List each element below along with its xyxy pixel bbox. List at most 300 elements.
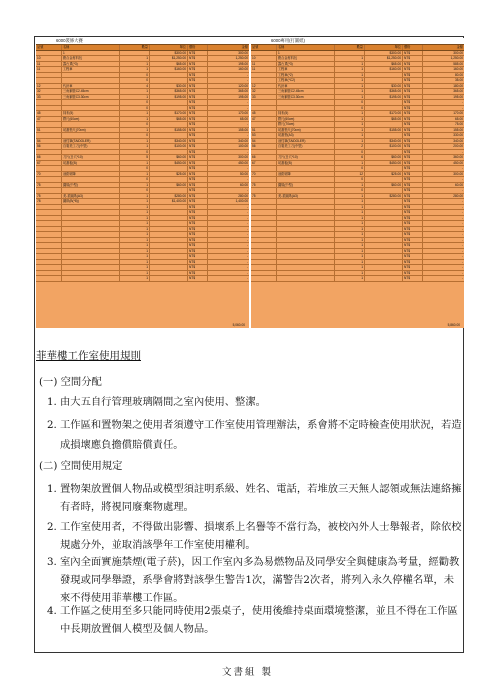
- table-cell: [277, 188, 335, 193]
- table-cell: NT$: [188, 122, 208, 127]
- table-cell: NT$: [403, 73, 423, 78]
- table-cell: $340.00: [150, 139, 188, 144]
- rule-text: 工作室使用者，不得做出影響、損壞系上名譽等不當行為，被校內外人士舉報者，除依校規處分外，並取消該學年工作室使用權利。: [60, 521, 462, 551]
- table-cell: 三角銅管C3.30cm: [62, 95, 120, 100]
- table-cell: 56: [36, 144, 62, 149]
- table-cell: $60.00: [150, 155, 188, 160]
- table-cell: -: [246, 78, 248, 82]
- table-cell: 0: [120, 78, 150, 83]
- table-cell: 0: [335, 166, 365, 171]
- table-cell: 47: [36, 117, 62, 122]
- rule-text: 工作區之使用至多只能同時使用2張桌子，使用後維持桌面環境整潔，並且不得在工作區中長期放置個人模型及個人物品。: [60, 605, 458, 635]
- table-cell: NT$: [403, 249, 423, 254]
- table-cell: 1: [120, 95, 150, 100]
- table-cell: [150, 227, 188, 232]
- table-cell: 膠尺(60cm): [62, 117, 120, 122]
- table-cell: NT$: [188, 265, 208, 270]
- table-cell: [251, 249, 277, 254]
- table-cell: [62, 216, 120, 221]
- table-cell: [251, 210, 277, 215]
- table-cell: [36, 254, 62, 259]
- table-cell: 67: [36, 161, 62, 166]
- table-cell: [251, 166, 277, 171]
- table-cell: [36, 238, 62, 243]
- table-cell: NT$: [403, 221, 423, 226]
- table-cell: [365, 249, 403, 254]
- table-cell: 1: [120, 128, 150, 133]
- table-cell: [150, 133, 188, 138]
- table-cell: 4: [120, 84, 150, 89]
- table-cell: 155.00: [238, 127, 248, 132]
- table-cell: $60.00: [365, 155, 403, 160]
- table-cell: [36, 243, 62, 248]
- table-cell: NT$: [403, 232, 423, 237]
- table-cell: -: [246, 259, 248, 264]
- table-cell: 油鉛刷筆: [62, 172, 120, 177]
- table-cell: NT$: [403, 166, 423, 171]
- header-cell: 金額: [241, 45, 248, 49]
- table-cell: 1: [120, 172, 150, 177]
- table-cell: 圓規(中型): [277, 183, 335, 188]
- footer-credit: 文書組 製: [221, 667, 274, 678]
- table-cell: 11: [36, 62, 62, 67]
- table-cell: $1,400.00: [150, 199, 188, 204]
- rule-text: 置物架放置個人物品或模型須註明系級、姓名、電話，若堆放三天無人認領或無法連絡擁有者時，將視同廢棄物處理。: [60, 483, 462, 513]
- table-cell: [277, 227, 335, 232]
- table-cell: [251, 205, 277, 210]
- table-cell: 33: [251, 95, 277, 100]
- table-cell: [36, 265, 62, 270]
- table-cell: 1: [120, 62, 150, 67]
- table-cell: -: [461, 248, 463, 253]
- table-cell: [150, 221, 188, 226]
- table-cell: 60.00: [240, 182, 248, 187]
- table-cell: 圖紙(B(*8)): [62, 199, 120, 204]
- table-cell: -: [461, 237, 463, 242]
- table-cell: NT$: [188, 243, 208, 248]
- table-cell: [251, 216, 277, 221]
- table-cell: [277, 166, 335, 171]
- table-cell: [277, 177, 335, 182]
- table-cell: -: [461, 226, 463, 231]
- table-cell: [36, 106, 62, 111]
- table-cell: 自黏美工刀(中型): [277, 144, 335, 149]
- table-cell: 300.00: [453, 50, 463, 55]
- table-cell: [365, 265, 403, 270]
- table-cell: NT$: [403, 128, 423, 133]
- table-cell: 1: [335, 128, 365, 133]
- table-cell: 300.00: [238, 155, 248, 159]
- table-cell: 1: [120, 56, 150, 61]
- table-cell: 1: [120, 210, 150, 215]
- table-cell: [365, 78, 403, 83]
- table-cell: 0: [335, 150, 365, 155]
- table-cell: 1: [335, 117, 365, 122]
- table-cell: NT$: [188, 133, 208, 138]
- table-cell: 1: [335, 238, 365, 243]
- table-cell: 6: [335, 155, 365, 160]
- table-cell: $160.00: [365, 67, 403, 72]
- table-cell: NT$: [403, 139, 423, 144]
- table-cell: 1: [335, 84, 365, 89]
- table-cell: NT$: [403, 89, 423, 94]
- table-cell: [277, 276, 335, 281]
- sheet-total: 5,060.00: [36, 322, 249, 328]
- table-cell: NT$: [403, 260, 423, 265]
- table-cell: 工程車(*C2): [277, 78, 335, 83]
- table-cell: [62, 78, 120, 83]
- header-cell: 數量: [120, 45, 150, 50]
- table-cell: -: [461, 105, 463, 110]
- table-cell: [62, 166, 120, 171]
- table-cell: 1: [62, 51, 120, 56]
- table-cell: 195.00: [453, 94, 463, 99]
- table-cell: [62, 188, 120, 193]
- table-cell: NT$: [188, 51, 208, 56]
- table-cell: 66: [36, 155, 62, 160]
- table-cell: 5: [120, 155, 150, 160]
- table-cell: [365, 254, 403, 259]
- table-cell: 1: [335, 62, 365, 67]
- table-cell: [365, 150, 403, 155]
- table-cell: NT$: [188, 188, 208, 193]
- table-cell: 340.00: [238, 138, 248, 143]
- table-cell: 47: [251, 117, 277, 122]
- table-cell: 工程車: [62, 67, 120, 72]
- table-cell: NT$: [403, 78, 423, 83]
- table-cell: 56: [251, 144, 277, 149]
- table-cell: NT$: [403, 150, 423, 155]
- table-cell: $65.00: [150, 62, 188, 67]
- table-cell: [365, 276, 403, 281]
- table-cell: [365, 221, 403, 226]
- table-cell: [62, 227, 120, 232]
- table-cell: [150, 177, 188, 182]
- table-cell: 330.00: [453, 133, 463, 137]
- table-cell: 鋁合金材料包: [277, 56, 335, 61]
- table-cell: NT$: [403, 161, 423, 166]
- table-cell: 油鉛刷筆: [277, 172, 335, 177]
- table-cell: 1: [335, 199, 365, 204]
- table-cell: [251, 254, 277, 259]
- table-cell: 1: [335, 194, 365, 199]
- table-cell: [150, 122, 188, 127]
- table-cell: [150, 276, 188, 281]
- header-cell: 單位: [150, 45, 188, 50]
- table-cell: 65.00: [455, 116, 463, 121]
- table-cell: 0: [120, 133, 150, 138]
- table-cell: 80.00: [455, 72, 463, 77]
- table-cell: [365, 238, 403, 243]
- header-cell: 數量: [335, 45, 365, 50]
- table-cell: 1: [335, 210, 365, 215]
- table-cell: [365, 227, 403, 232]
- table-cell: 切割板(B): [62, 161, 120, 166]
- table-cell: [277, 150, 335, 155]
- table-cell: NT$: [403, 205, 423, 210]
- table-cell: NT$: [188, 183, 208, 188]
- table-cell: [365, 122, 403, 127]
- table-cell: [277, 271, 335, 276]
- table-cell: 代針車: [277, 84, 335, 89]
- table-cell: NT$: [403, 155, 423, 160]
- table-cell: 51: [251, 128, 277, 133]
- table-cell: -: [246, 243, 248, 247]
- table-cell: 280.00: [453, 193, 463, 198]
- table-cell: NT$: [188, 95, 208, 100]
- table-cell: NT$: [188, 84, 208, 89]
- table-cell: 1: [120, 117, 150, 122]
- table-cell: 365.00: [453, 89, 463, 93]
- table-cell: 1: [120, 249, 150, 254]
- table-cell: -: [246, 133, 248, 137]
- table-cell: 抹布(5): [277, 111, 335, 116]
- table-cell: 1: [335, 161, 365, 166]
- table-cell: [62, 276, 120, 281]
- table-cell: $100.00: [365, 144, 403, 149]
- table-cell: -: [246, 122, 248, 126]
- table-cell: 鋁合金材料包: [62, 56, 120, 61]
- table-cell: $30.00: [365, 84, 403, 89]
- table-cell: 450.00: [453, 160, 463, 165]
- table-cell: [36, 166, 62, 171]
- table-cell: [62, 238, 120, 243]
- table-cell: $100.00: [150, 144, 188, 149]
- table-cell: [62, 205, 120, 210]
- table-cell: [365, 166, 403, 171]
- table-cell: -: [461, 100, 463, 104]
- table-cell: NT$: [188, 144, 208, 149]
- table-cell: 1,250.00: [450, 56, 463, 60]
- table-cell: 155.00: [453, 127, 463, 132]
- section-heading: (一) 空間分配: [39, 376, 102, 388]
- table-cell: 刀片(日穴*10): [62, 155, 120, 160]
- table-cell: [36, 122, 62, 127]
- table-cell: 1: [335, 276, 365, 281]
- table-cell: 0: [335, 188, 365, 193]
- table-cell: 12: [251, 84, 277, 89]
- table-cell: [365, 199, 403, 204]
- table-cell: 70: [251, 172, 277, 177]
- table-cell: NT$: [188, 254, 208, 259]
- table-cell: [251, 199, 277, 204]
- table-cell: -: [246, 105, 248, 110]
- table-cell: [251, 271, 277, 276]
- table-cell: -: [246, 226, 248, 231]
- table-cell: $155.00: [150, 128, 188, 133]
- table-cell: $155.00: [365, 128, 403, 133]
- table-cell: NT$: [188, 100, 208, 105]
- table-cell: 1: [335, 111, 365, 116]
- table-cell: -: [246, 276, 248, 280]
- table-cell: -: [461, 270, 463, 275]
- table-cell: $25.00: [150, 172, 188, 177]
- table-cell: 54: [36, 139, 62, 144]
- table-cell: 0: [120, 106, 150, 111]
- table-cell: 11: [251, 62, 277, 67]
- table-cell: 三角銅管C2.45cm: [62, 89, 120, 94]
- table-cell: 65.00: [240, 116, 248, 121]
- table-cell: 78: [36, 199, 62, 204]
- table-cell: [36, 150, 62, 155]
- table-cell: [277, 238, 335, 243]
- table-cell: 35.00: [455, 78, 463, 82]
- table-cell: -: [461, 232, 463, 236]
- table-cell: 75.00: [455, 122, 463, 126]
- table-cell: $170.00: [365, 111, 403, 116]
- table-cell: 1: [120, 194, 150, 199]
- table-cell: 1: [120, 265, 150, 270]
- table-cell: [36, 271, 62, 276]
- table-cell: [36, 133, 62, 138]
- table-cell: 三角銅管C2.45cm: [277, 89, 335, 94]
- rule-number: 2.: [47, 521, 57, 533]
- table-cell: [36, 205, 62, 210]
- table-cell: NT$: [188, 166, 208, 171]
- table-cell: [365, 188, 403, 193]
- table-cell: NT$: [403, 62, 423, 67]
- table-cell: NT$: [403, 56, 423, 61]
- table-cell: 切割墊尺(70cm): [277, 128, 335, 133]
- table-cell: 300.00: [238, 50, 248, 55]
- table-cell: NT$: [188, 117, 208, 122]
- table-cell: -: [246, 265, 248, 269]
- table-cell: 刀片(日穴*10): [277, 155, 335, 160]
- table-cell: [62, 177, 120, 182]
- table-cell: [150, 205, 188, 210]
- rules-title: 菲華樓工作室使用規則: [36, 350, 141, 362]
- table-cell: 32: [36, 89, 62, 94]
- table-cell: NT$: [188, 260, 208, 265]
- table-cell: -: [246, 166, 248, 170]
- table-cell: $65.00: [365, 117, 403, 122]
- table-cell: -: [461, 188, 463, 192]
- table-cell: [62, 73, 120, 78]
- table-cell: 60.00: [455, 182, 463, 187]
- table-cell: 0: [120, 100, 150, 105]
- rule-number: 1.: [47, 396, 57, 408]
- table-cell: [251, 73, 277, 78]
- table-cell: $65.00: [150, 117, 188, 122]
- table-cell: NT$: [188, 111, 208, 116]
- table-cell: 切割板(B): [277, 161, 335, 166]
- sheet-empty-area: [251, 282, 464, 322]
- table-cell: NT$: [188, 73, 208, 78]
- table-cell: 1: [120, 111, 150, 116]
- table-cell: NT$: [403, 210, 423, 215]
- table-cell: NT$: [188, 216, 208, 221]
- table-cell: -: [246, 204, 248, 209]
- table-cell: 1: [120, 67, 150, 72]
- table-cell: [150, 216, 188, 221]
- table-cell: 585.00: [453, 61, 463, 66]
- table-cell: NT$: [403, 271, 423, 276]
- table-cell: [62, 133, 120, 138]
- rule-text: 由大五自行管理玻璃隔間之室內使用、整潔。: [60, 396, 266, 408]
- table-cell: 工程車(*2): [277, 73, 335, 78]
- table-cell: NT$: [188, 276, 208, 281]
- sheet-title: 6000專用(打圓紙): [251, 38, 464, 44]
- rule-number: 3.: [47, 556, 57, 568]
- table-cell: [277, 199, 335, 204]
- table-cell: -: [246, 221, 248, 225]
- table-cell: 12: [335, 172, 365, 177]
- table-cell: NT$: [403, 227, 423, 232]
- table-cell: 1,400.00: [235, 199, 248, 203]
- table-cell: NT$: [403, 172, 423, 177]
- table-cell: 1: [120, 161, 150, 166]
- table-cell: [150, 260, 188, 265]
- table-cell: [251, 177, 277, 182]
- header-cell: 價格: [403, 45, 423, 50]
- table-cell: [277, 221, 335, 226]
- table-cell: NT$: [188, 249, 208, 254]
- table-cell: -: [461, 265, 463, 269]
- table-cell: $195.00: [365, 95, 403, 100]
- sheet-rows: [36, 51, 249, 282]
- table-cell: NT$: [188, 232, 208, 237]
- table-cell: 1: [335, 139, 365, 144]
- table-cell: NT$: [403, 111, 423, 116]
- header-cell: 品號: [251, 45, 277, 50]
- table-cell: [62, 232, 120, 237]
- table-cell: 1: [120, 139, 150, 144]
- table-cell: -: [246, 210, 248, 214]
- table-cell: NT$: [403, 106, 423, 111]
- table-cell: 300.00: [453, 171, 463, 176]
- table-cell: [251, 238, 277, 243]
- table-cell: -: [246, 254, 248, 258]
- rule-number: 1.: [47, 483, 57, 495]
- table-cell: [36, 100, 62, 105]
- table-cell: [62, 265, 120, 270]
- table-cell: [150, 188, 188, 193]
- table-cell: $160.00: [150, 67, 188, 72]
- table-cell: NT$: [403, 243, 423, 248]
- table-cell: [150, 254, 188, 259]
- table-cell: [365, 243, 403, 248]
- table-cell: [365, 100, 403, 105]
- table-cell: 1: [335, 254, 365, 259]
- table-cell: 0: [120, 177, 150, 182]
- table-cell: 1: [335, 243, 365, 248]
- table-cell: [251, 122, 277, 127]
- table-cell: 66: [251, 155, 277, 160]
- table-cell: NT$: [188, 172, 208, 177]
- table-cell: 1: [120, 260, 150, 265]
- table-cell: [150, 232, 188, 237]
- table-cell: 1: [120, 243, 150, 248]
- table-cell: $60.00: [150, 183, 188, 188]
- table-cell: 1: [120, 276, 150, 281]
- table-cell: NT$: [188, 56, 208, 61]
- table-cell: -: [246, 188, 248, 192]
- table-cell: 露台貨(*3): [277, 62, 335, 67]
- table-cell: 1: [120, 144, 150, 149]
- table-cell: NT$: [403, 199, 423, 204]
- table-cell: 1: [120, 205, 150, 210]
- table-cell: 70: [36, 172, 62, 177]
- table-cell: 0: [120, 166, 150, 171]
- table-cell: NT$: [403, 84, 423, 89]
- table-cell: NT$: [403, 238, 423, 243]
- table-cell: [277, 210, 335, 215]
- table-cell: [365, 210, 403, 215]
- table-cell: $195.00: [150, 95, 188, 100]
- header-cell: 金額: [456, 45, 463, 49]
- table-cell: -: [461, 276, 463, 280]
- table-cell: 200.00: [453, 144, 463, 148]
